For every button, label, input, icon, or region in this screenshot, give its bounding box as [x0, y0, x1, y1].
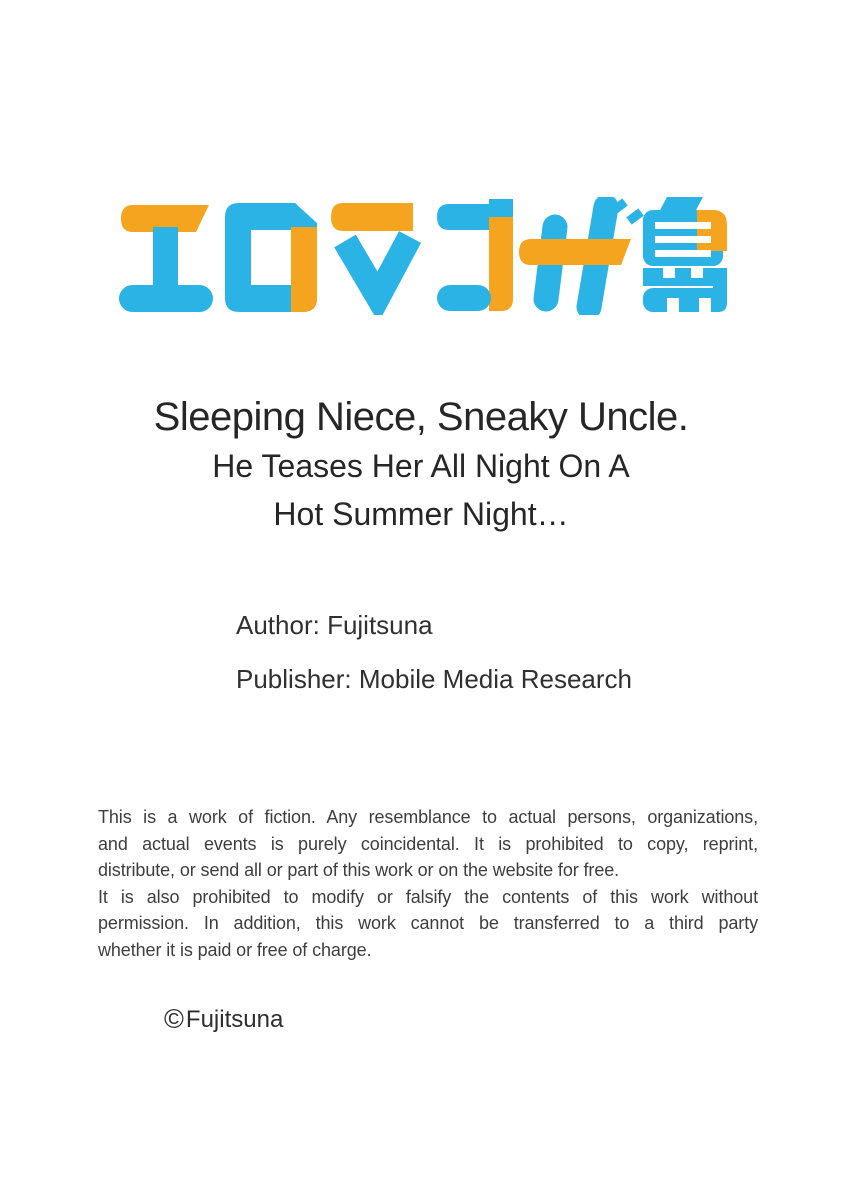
title-block: [0, 392, 842, 538]
credits-block: [236, 610, 632, 694]
eromanga-shima-logo: [119, 197, 731, 315]
disclaimer-line: It is also prohibited to modify or falsify the contents of this work without: [98, 886, 758, 907]
disclaimer-line: and actual events is purely coincidental. It is prohibited to copy, reprint,: [98, 833, 758, 854]
book-subtitle-line-1: He Teases Her All Night On A: [212, 448, 630, 484]
disclaimer-line: distribute, or send all or part of this work or on the website for free.: [98, 860, 620, 880]
publisher-label: Publisher:: [236, 664, 352, 694]
book-title: Sleeping Niece, Sneaky Uncle.: [153, 395, 689, 439]
author-line: [236, 610, 632, 640]
logo-graphic: [119, 197, 731, 315]
disclaimer-line: permission. In addition, this work cannot be transferred to a third party: [98, 913, 758, 933]
disclaimer-line: whether it is paid or free of charge.: [98, 939, 372, 960]
copyright-line: [164, 1004, 283, 1035]
disclaimer: [98, 804, 758, 963]
publisher-line: [236, 664, 632, 694]
publisher-name: Mobile Media Research: [358, 664, 632, 694]
author-label: Author:: [236, 610, 320, 640]
disclaimer-line: This is a work of fiction. Any resemblance to actual persons, organizations,: [98, 807, 758, 827]
copyright-holder: Fujitsuna: [185, 1006, 284, 1033]
author-name: Fujitsuna: [327, 610, 433, 640]
copyright-icon: ©: [164, 1004, 184, 1034]
book-subtitle-line-2: Hot Summer Night…: [273, 496, 569, 532]
